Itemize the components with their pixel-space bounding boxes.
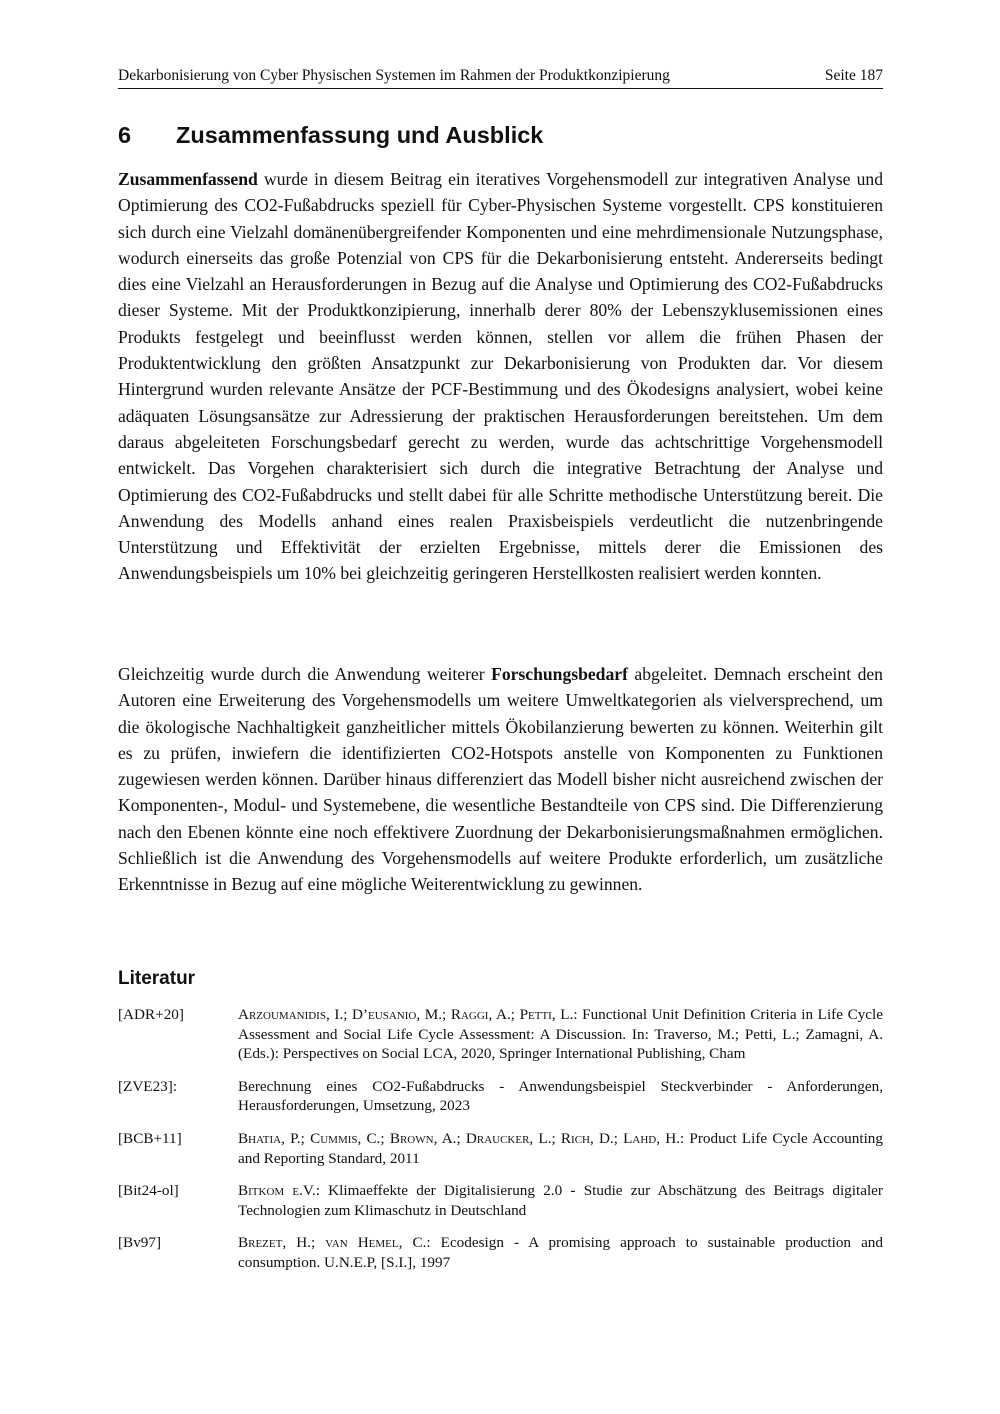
literature-heading: Literatur xyxy=(118,968,196,989)
outlook-text-before: Gleichzeitig wurde durch die Anwendung weiterer xyxy=(118,664,492,684)
reference-authors: Brezet, H.; van Hemel, C. xyxy=(238,1234,427,1252)
reference-authors: Bitkom e.V. xyxy=(238,1182,316,1200)
reference-text xyxy=(238,1005,883,1064)
summary-paragraph xyxy=(118,166,883,587)
reference-text xyxy=(238,1129,883,1168)
outlook-text-after: abgeleitet. Demnach erscheint den Autoren eine Erweiterung des Vorgehensmodells um weitere Umweltkategorien als vielversprechend, um die ökologische Nachhaltigkeit ganzheitlicher mittels Ökobilanzierung bewerten zu können. Weiterhin gilt es zu prüfen, inwiefern die identifizierten CO2-Hotspots anstelle von Komponenten zu Funktionen zugewiesen werden können. Darüber hinaus differenziert das Modell bisher nicht ausreichend zwischen der Komponenten-, Modul- und Systemebene, die wesentliche Bestandteile von CPS sind. Die Differenzierung nach den Ebenen könnte eine noch effektivere Zuordnung der Dekarbonisierungsmaßnahmen ermöglichen. Schließlich ist die Anwendung des Vorgehensmodells auf weitere Produkte erforderlich, um zusätzliche Erkenntnisse in Bezug auf eine mögliche Weiterentwicklung zu gewinnen. xyxy=(118,664,883,895)
reference-key: [Bit24-ol] xyxy=(118,1182,179,1200)
reference-authors: Arzoumanidis, I.; D’eusanio, M.; Raggi, A.; Petti, L. xyxy=(238,1006,574,1023)
reference-text xyxy=(238,1181,883,1220)
outlook-bold: Forschungsbedarf xyxy=(491,664,628,684)
reference-text xyxy=(238,1233,883,1272)
reference-authors: Bhatia, P.; Cummis, C.; Brown, A.; Draucker, L.; Rich, D.; Lahd, H. xyxy=(238,1129,681,1147)
reference-item xyxy=(118,1181,883,1220)
reference-key: [ADR+20] xyxy=(118,1006,184,1023)
reference-list xyxy=(118,1005,883,1286)
reference-key: [ZVE23]: xyxy=(118,1077,178,1095)
running-header xyxy=(118,66,883,89)
section-heading xyxy=(118,120,543,150)
summary-lead-bold: Zusammenfassend xyxy=(118,169,258,189)
reference-item xyxy=(118,1005,883,1064)
reference-item xyxy=(118,1233,883,1272)
reference-details: : Ecodesign - A promising approach to sustainable production and consumption. U.N.E.P, [S.I.], 1997 xyxy=(238,1234,883,1271)
section-title: Zusammenfassung und Ausblick xyxy=(176,122,544,148)
reference-text xyxy=(238,1077,883,1116)
outlook-paragraph xyxy=(118,661,883,898)
reference-key: [Bv97] xyxy=(118,1234,162,1252)
reference-key: [BCB+11] xyxy=(118,1129,182,1147)
reference-item xyxy=(118,1129,883,1168)
summary-text: wurde in diesem Beitrag ein iteratives Vorgehensmodell zur integrativen Analyse und Optimierung des CO2-Fußabdrucks speziell für Cyber-Physischen Systeme vorgestellt. CPS konstituieren sich durch eine Vielzahl domänenübergreifender Komponenten und eine mehrdimensionale Nutzungsphase, wodurch einerseits das große Potenzial von CPS für die Dekarbonisierung entsteht. Andererseits bedingt dies eine Vielzahl an Herausforderungen in Bezug auf die Analyse und Optimierung des CO2-Fußabdrucks dieser Systeme. Mit der Produktkonzipierung, innerhalb derer 80% der Lebenszyklusemissionen eines Produkts festgelegt und beeinflusst werden können, stellen vor allem die frühen Phasen der Produktentwicklung den größten Ansatzpunkt zur Dekarbonisierung von Produkten dar. Vor diesem Hintergrund wurden relevante Ansätze der PCF-Bestimmung und des Ökodesigns analysiert, wobei keine adäquaten Lösungsansätze zur Adressierung der praktischen Herausforderungen bereitstehen. Um dem daraus abgeleiteten Forschungsbedarf gerecht zu werden, wurde das achtschrittige Vorgehensmodell entwickelt. Das Vorgehen charakterisiert sich durch die integrative Betrachtung der Analyse und Optimierung des CO2-Fußabdrucks und stellt dabei für alle Schritte methodische Unterstützung bereit. Die Anwendung des Modells anhand eines realen Praxisbeispiels verdeutlicht die nutzenbringende Unterstützung und Effektivität der erzielten Ergebnisse, mittels derer die Emissionen des Anwendungsbeispiels um 10% bei gleichzeitig geringeren Herstellkosten realisiert werden konnten. xyxy=(118,169,883,584)
running-header-title: Dekarbonisierung von Cyber Physischen Systemen im Rahmen der Produktkonzipierung xyxy=(118,67,670,84)
reference-details: : Functional Unit Definition Criteria in Life Cycle Assessment and Social Life Cycle Assessment: A Discussion. In: Traverso, M.; Petti, L.; Zamagni, A. (Eds.): Perspectives on Social LCA, 2020, Springer International Publishing, Cham xyxy=(238,1006,883,1063)
section-number: 6 xyxy=(118,122,132,148)
reference-details: Berechnung eines CO2-Fußabdrucks - Anwendungsbeispiel Steckverbinder - Anforderungen, Herausforderungen, Umsetzung, 2023 xyxy=(238,1077,883,1115)
reference-details: : Klimaeffekte der Digitalisierung 2.0 - Studie zur Abschätzung des Beitrags digitaler Technologien zum Klimaschutz in Deutschland xyxy=(238,1182,883,1219)
page-number: Seite 187 xyxy=(824,67,883,84)
reference-item xyxy=(118,1077,883,1116)
reference-details: : Product Life Cycle Accounting and Reporting Standard, 2011 xyxy=(238,1129,883,1167)
